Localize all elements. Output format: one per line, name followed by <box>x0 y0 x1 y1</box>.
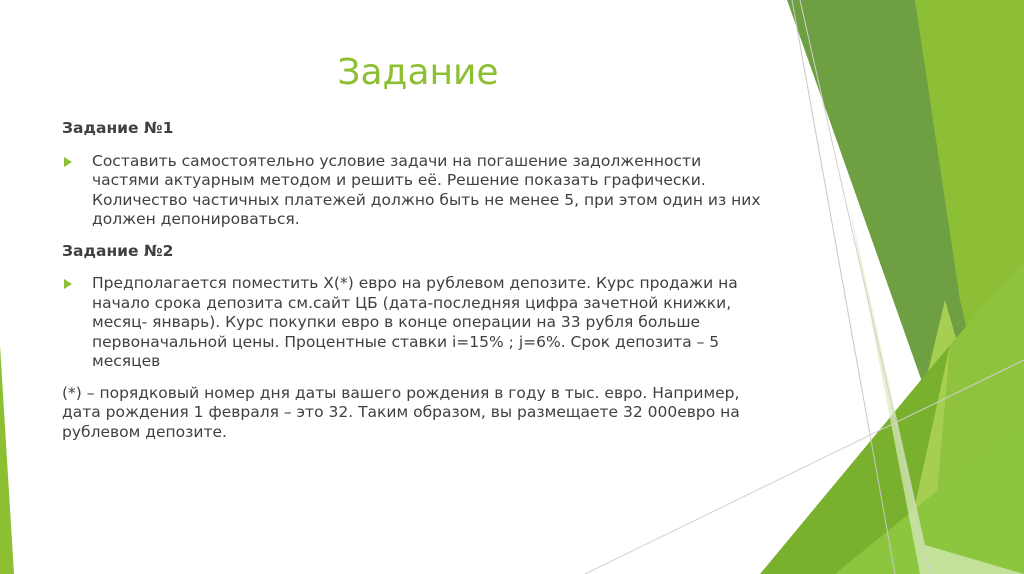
task1-heading: Задание №1 <box>62 119 174 137</box>
task2-heading: Задание №2 <box>62 241 174 260</box>
bullet-triangle-icon <box>64 157 72 167</box>
task1-bullet <box>62 152 762 230</box>
deco-shape-left-edge <box>0 345 14 574</box>
footnote: (*) – порядковый номер дня даты вашего рождения в году в тыс. евро. Например, дата рождения 1 февраля – это 32. Таким образом, вы размещаете 32 000евро на рублевом депозите. <box>62 383 740 441</box>
task2-bullet <box>62 274 762 372</box>
slide-title: Задание <box>337 52 499 93</box>
bullet-triangle-icon <box>64 279 72 289</box>
task2-text: Предполагается поместить Х(*) евро на рублевом депозите. Курс продажи на начало срока депозита см.сайт ЦБ (дата-последняя цифра зачетной книжки, месяц- январь). Курс покупки евро в конце операции на 33 рубля больше первоначальной цены. Процентные ставки i=15% ; j=6%. Срок депозита – 5 месяцев <box>92 274 738 370</box>
task1-text: Составить самостоятельно условие задачи на погашение задолженности частями актуарным методом и решить её. Решение показать графически. Количество частичных платежей должно быть не менее 5, при этом один из них должен депонироваться. <box>92 151 761 228</box>
slide-content <box>62 119 762 442</box>
